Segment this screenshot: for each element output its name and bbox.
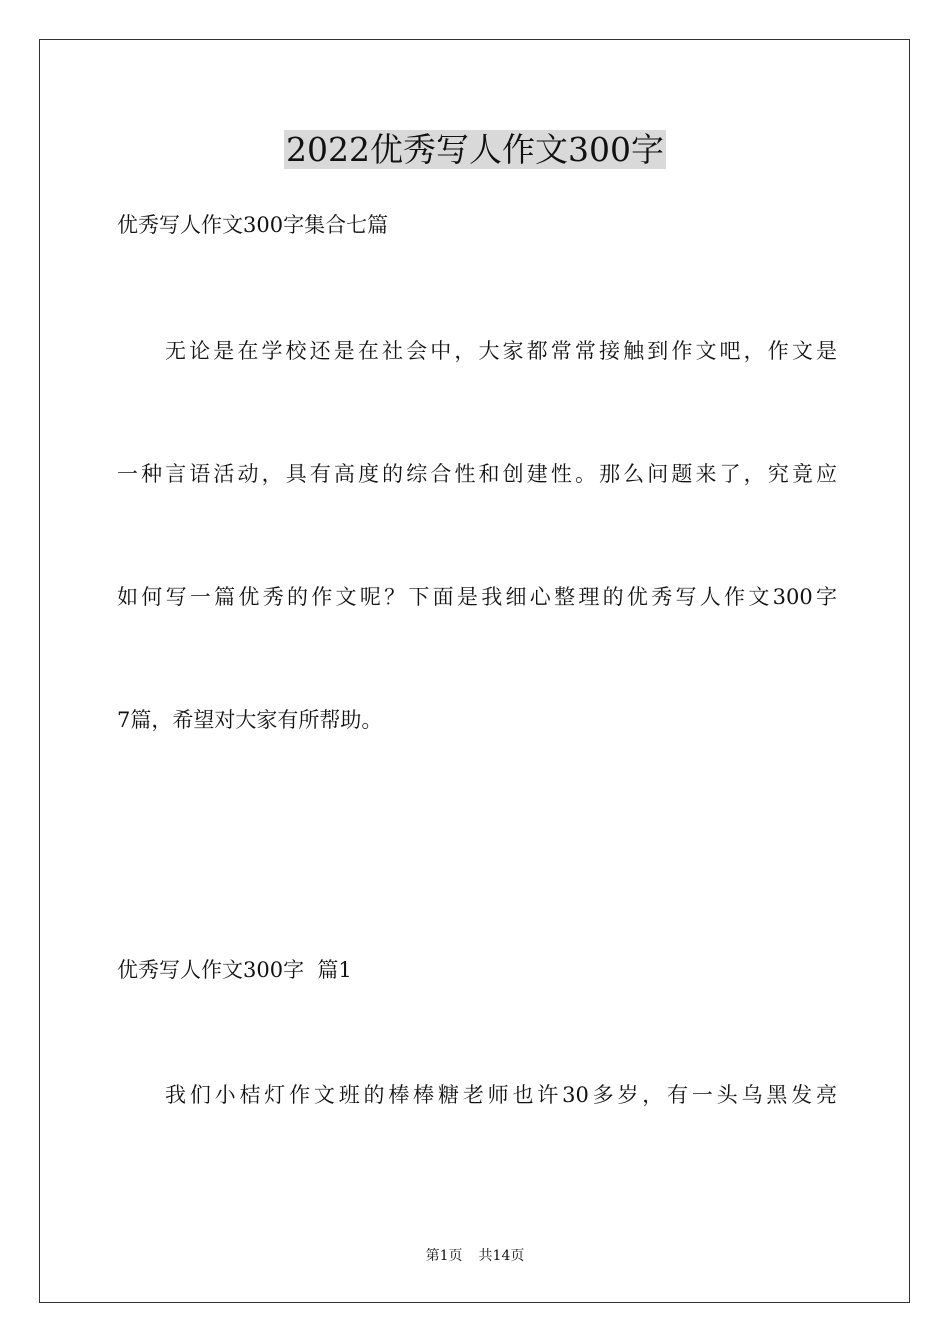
document-title-text: 2022优秀写人作文300字 bbox=[286, 130, 664, 169]
intro-line-2: 一种言语活动，具有高度的综合性和创建性。那么问题来了，究竟应 bbox=[117, 462, 837, 486]
section-heading: 优秀写人作文300字 篇1 bbox=[117, 958, 352, 982]
intro-line-3: 如何写一篇优秀的作文呢？下面是我细心整理的优秀写人作文300字 bbox=[117, 585, 837, 609]
intro-line-4: 7篇，希望对大家有所帮助。 bbox=[117, 708, 383, 732]
page-number-total: 共14页 bbox=[478, 1248, 525, 1264]
document-title bbox=[0, 128, 950, 172]
document-subtitle: 优秀写人作文300字集合七篇 bbox=[117, 213, 389, 237]
page-footer bbox=[0, 1246, 950, 1266]
intro-line-1: 无论是在学校还是在社会中，大家都常常接触到作文吧，作文是 bbox=[165, 339, 837, 363]
page-number-current: 第1页 bbox=[425, 1248, 463, 1264]
section-line-1: 我们小桔灯作文班的棒棒糖老师也许30多岁，有一头乌黑发亮 bbox=[165, 1083, 837, 1107]
